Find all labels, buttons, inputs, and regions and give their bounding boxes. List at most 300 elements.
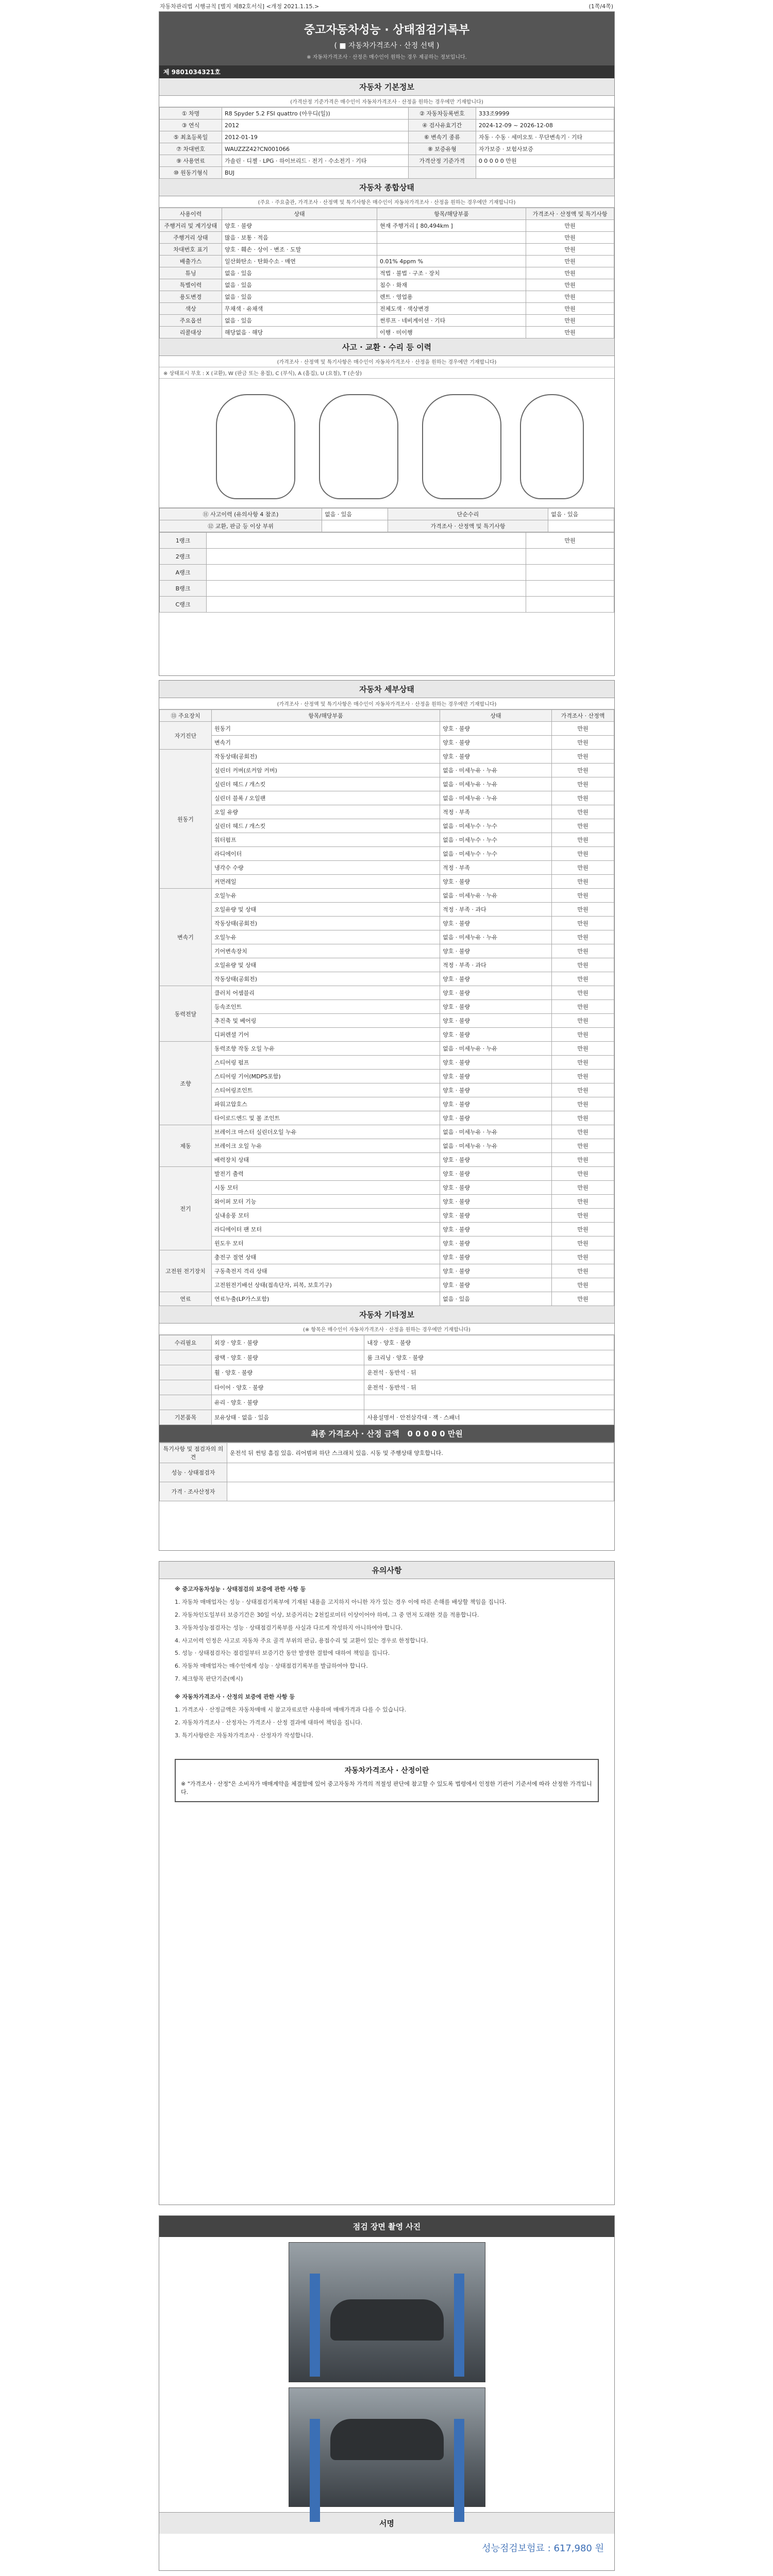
overall-row	[160, 256, 614, 267]
overall-note: 만원	[526, 244, 614, 256]
detail-part: 브레이크 오일 누유	[212, 1139, 440, 1153]
overall-row	[160, 279, 614, 291]
detail-state: 적정 · 부족 · 과다	[440, 958, 552, 972]
detail-amount: 만원	[552, 1153, 614, 1167]
detail-part: 오일 유량	[212, 805, 440, 819]
detail-state: 양호 · 불량	[440, 750, 552, 764]
detail-state: 양호 · 불량	[440, 1083, 552, 1097]
detail-amount: 만원	[552, 1056, 614, 1070]
overall-note: 만원	[526, 220, 614, 232]
rank-label: 1랭크	[160, 533, 207, 549]
accident-value	[548, 520, 614, 532]
detail-part: 윈도우 모터	[212, 1236, 440, 1250]
detail-part: 기어변속장치	[212, 944, 440, 958]
overall-item: 차대번호 표기	[160, 244, 222, 256]
detail-row	[160, 1014, 614, 1028]
overall-detail	[377, 244, 526, 256]
basic-key: ② 자동차등록번호	[408, 108, 476, 120]
detail-part: 구동축전지 격리 상태	[212, 1264, 440, 1278]
overall-state: 양호 · 불량	[222, 220, 377, 232]
detail-amount: 만원	[552, 1181, 614, 1195]
detail-amount: 만원	[552, 722, 614, 736]
detail-state: 양호 · 불량	[440, 986, 552, 1000]
detail-row	[160, 889, 614, 903]
other-row	[160, 1395, 614, 1410]
final-price-title	[159, 1425, 614, 1443]
overall-item: 특별이력	[160, 279, 222, 291]
notice-sub2: ※ 자동차가격조사 · 산정의 보증에 관한 사항 등	[175, 1693, 295, 1701]
detail-part: 오일누유	[212, 889, 440, 903]
detail-state: 없음 · 미세누유 · 누유	[440, 1139, 552, 1153]
detail-col-header: 항목/해당부품	[212, 710, 440, 722]
detail-row	[160, 1223, 614, 1236]
detail-state: 양호 · 불량	[440, 1181, 552, 1195]
rank-amount	[526, 581, 614, 597]
detail-amount: 만원	[552, 1223, 614, 1236]
rank-row	[160, 533, 614, 549]
signature-label: 서명	[159, 2512, 614, 2534]
overall-state: 일산화탄소 · 탄화수소 · 매연	[222, 256, 377, 267]
basic-key: ⑤ 최초등록일	[160, 131, 222, 143]
notice-body	[159, 1579, 614, 1749]
detail-amount: 만원	[552, 986, 614, 1000]
detail-amount: 만원	[552, 1278, 614, 1292]
detail-amount: 만원	[552, 1000, 614, 1014]
accident-row	[160, 509, 614, 520]
price-definition-box	[175, 1759, 599, 1802]
detail-row	[160, 1292, 614, 1306]
other-b: 룸 크리닝 · 양호 · 불량	[364, 1350, 614, 1365]
detail-part: 오일누유	[212, 930, 440, 944]
detail-part: 파워고압호스	[212, 1097, 440, 1111]
accident-table	[159, 508, 614, 532]
detail-row	[160, 1264, 614, 1278]
detail-part: 시동 모터	[212, 1181, 440, 1195]
detail-row	[160, 819, 614, 833]
price-checker-value	[227, 1482, 614, 1501]
detail-amount: 만원	[552, 1209, 614, 1223]
detail-state: 없음 · 있음	[440, 1292, 552, 1306]
detail-group: 동력전달	[160, 986, 212, 1042]
detail-amount: 만원	[552, 1083, 614, 1097]
basic-value: 가솔린 · 디젤 · LPG · 하이브리드 · 전기 · 수소전기 · 기타	[222, 155, 409, 167]
page-2	[159, 680, 615, 1551]
basic-value: R8 Spyder 5.2 FSI quattro (아우디(일))	[222, 108, 409, 120]
detail-amount: 만원	[552, 917, 614, 930]
detail-state: 양호 · 불량	[440, 1000, 552, 1014]
rank-label: A랭크	[160, 565, 207, 581]
detail-row	[160, 1111, 614, 1125]
final-price-amount: 0 0 0 0 0 만원	[407, 1429, 463, 1438]
overall-state: 많음 · 보통 · 적음	[222, 232, 377, 244]
overall-detail: 0.01% 4ppm %	[377, 256, 526, 267]
detail-amount: 만원	[552, 1070, 614, 1083]
price-definition-text: ※ "가격조사 · 산정"은 소비자가 매매계약을 체결함에 있어 중고자동차 가격의 적절성 판단에 참고할 수 있도록 법령에서 인정한 기관이 기준서에 따라 산정한 가격입니다.	[181, 1780, 592, 1795]
detail-part: 배력장치 상태	[212, 1153, 440, 1167]
detail-row	[160, 861, 614, 875]
detail-group: 자기진단	[160, 722, 212, 750]
rank-amount	[526, 597, 614, 613]
notice-title: 유의사항	[159, 1562, 614, 1579]
detail-row	[160, 903, 614, 917]
car-on-lift	[330, 2299, 444, 2341]
detail-row	[160, 847, 614, 861]
detail-row	[160, 1181, 614, 1195]
report-subtitle: ( ■ 자동차가격조사 · 산정 선택 )	[334, 42, 440, 50]
detail-col-header: 가격조사 · 산정액	[552, 710, 614, 722]
notice-item: 4. 사고이력 인정은 사고로 자동차 주요 골격 부위의 판금, 용접수리 및 교환이 있는 경우로 한정합니다.	[175, 1637, 428, 1644]
basic-value: 2012-01-19	[222, 131, 409, 143]
detail-group: 원동기	[160, 750, 212, 889]
accident-row	[160, 520, 614, 532]
rank-row	[160, 597, 614, 613]
overall-note: 만원	[526, 256, 614, 267]
overall-row	[160, 267, 614, 279]
page-3	[159, 1561, 615, 2205]
overall-note: 만원	[526, 315, 614, 327]
rank-amount	[526, 565, 614, 581]
notice-item: 7. 체크항목 판단기준(예시)	[175, 1675, 243, 1683]
overall-state: 없음 · 있음	[222, 315, 377, 327]
overall-item: 색상	[160, 303, 222, 315]
detail-state: 양호 · 불량	[440, 1278, 552, 1292]
detail-state: 없음 · 미세누유 · 누유	[440, 791, 552, 805]
rank-amount: 만원	[526, 533, 614, 549]
basic-info-sub: (가격산정 기준가격은 매수인이 자동차가격조사 · 산정을 원하는 경우에만 기재합니다)	[159, 96, 614, 107]
detail-part: 연료누출(LP가스포함)	[212, 1292, 440, 1306]
other-row	[160, 1365, 614, 1380]
detail-state: 없음 · 미세누유 · 누유	[440, 1125, 552, 1139]
accident-value: 없음 · 있음	[322, 509, 388, 520]
detail-part: 실린더 블록 / 오일팬	[212, 791, 440, 805]
other-a: 휠 · 양호 · 불량	[212, 1365, 364, 1380]
overall-state: 없음 · 있음	[222, 279, 377, 291]
detail-part: 브레이크 마스터 실린더오일 누유	[212, 1125, 440, 1139]
rank-parts	[207, 533, 526, 549]
basic-key: ⑦ 차대번호	[160, 143, 222, 155]
other-key	[160, 1395, 212, 1410]
detail-amount: 만원	[552, 1139, 614, 1153]
overall-item: 용도변경	[160, 291, 222, 303]
basic-value: 333조9999	[476, 108, 614, 120]
detail-row	[160, 1042, 614, 1056]
detail-state: 양호 · 불량	[440, 1028, 552, 1042]
detail-part: 작동상태(공회전)	[212, 917, 440, 930]
basic-value: WAUZZZ42?CN001066	[222, 143, 409, 155]
detail-part: 와이퍼 모터 기능	[212, 1195, 440, 1209]
detail-row	[160, 1083, 614, 1097]
detail-part: 클러치 어셈블리	[212, 986, 440, 1000]
detail-part: 디퍼렌셜 기어	[212, 1028, 440, 1042]
overall-row	[160, 327, 614, 338]
overall-col-header: 항목/해당부품	[377, 208, 526, 220]
detail-amount: 만원	[552, 1195, 614, 1209]
overall-row	[160, 220, 614, 232]
other-b: 사용설명서 · 안전삼각대 · 잭 · 스패너	[364, 1410, 614, 1425]
accident-value	[322, 520, 388, 532]
detail-row	[160, 750, 614, 764]
checker-label: 성능 · 상태점검자	[160, 1463, 227, 1482]
detail-row	[160, 1167, 614, 1181]
accident-key: ⑫ 교환, 판금 등 이상 부위	[160, 520, 322, 532]
detail-state: 양호 · 불량	[440, 1223, 552, 1236]
basic-value: 0 0 0 0 0 만원	[476, 155, 614, 167]
lift-post-left-2	[310, 2419, 320, 2522]
overall-row	[160, 315, 614, 327]
checker-value	[227, 1463, 614, 1482]
overall-item: 주행거리 및 계기상태	[160, 220, 222, 232]
accident-history-title: 사고 · 교환 · 수리 등 이력	[159, 338, 614, 356]
rank-parts	[207, 565, 526, 581]
detail-state: 없음 · 미세누유 · 누유	[440, 764, 552, 777]
rank-parts	[207, 549, 526, 565]
overall-note: 만원	[526, 267, 614, 279]
overall-status-table	[159, 208, 614, 338]
rank-label: 2랭크	[160, 549, 207, 565]
detail-row	[160, 917, 614, 930]
notice-sub1: ※ 중고자동차성능 · 상태점검의 보증에 관한 사항 등	[175, 1586, 306, 1592]
basic-key: ⑩ 원동기형식	[160, 167, 222, 179]
basic-info-title: 자동차 기본정보	[159, 78, 614, 96]
car-top-shape	[319, 394, 398, 499]
detail-amount: 만원	[552, 861, 614, 875]
notice-item: 2. 자동차가격조사 · 산정자는 가격조사 · 산정 결과에 대하여 책임을 집니다.	[175, 1719, 363, 1726]
detail-row	[160, 986, 614, 1000]
other-info-sub: (※ 항목은 매수인이 자동차가격조사 · 산정을 원하는 경우에만 기재합니다)	[159, 1324, 614, 1335]
detail-status-title: 자동차 세부상태	[159, 681, 614, 698]
detail-state: 적정 · 부족	[440, 805, 552, 819]
vehicle-diagram	[159, 379, 614, 508]
basic-key	[408, 167, 476, 179]
detail-part: 실린더 헤드 / 개스킷	[212, 777, 440, 791]
accident-key: 가격조사 · 산정액 및 특기사항	[388, 520, 548, 532]
accident-key: 단순수리	[388, 509, 548, 520]
detail-col-header: 상태	[440, 710, 552, 722]
car-side-left-shape	[216, 394, 295, 499]
rank-label: C랭크	[160, 597, 207, 613]
detail-amount: 만원	[552, 791, 614, 805]
overall-note: 만원	[526, 279, 614, 291]
overall-item: 주행거리 상태	[160, 232, 222, 244]
basic-key: 가격산정 기준가격	[408, 155, 476, 167]
detail-amount: 만원	[552, 805, 614, 819]
other-key	[160, 1365, 212, 1380]
detail-row	[160, 1056, 614, 1070]
detail-state: 양호 · 불량	[440, 972, 552, 986]
notice-item: 1. 자동차 매매업자는 성능 · 상태점검기록부에 기재된 내용을 고지하지 아니한 자가 있는 경우 이에 따른 손해를 배상할 책임을 집니다.	[175, 1598, 507, 1605]
overall-item: 튜닝	[160, 267, 222, 279]
price-checker-label: 가격 · 조사산정자	[160, 1482, 227, 1501]
other-b: 운전석 · 동반석 · 뒤	[364, 1380, 614, 1395]
detail-amount: 만원	[552, 889, 614, 903]
detail-row	[160, 1153, 614, 1167]
accident-value: 없음 · 있음	[548, 509, 614, 520]
overall-note: 만원	[526, 327, 614, 338]
rank-amount	[526, 549, 614, 565]
basic-key: ⑥ 변속기 종류	[408, 131, 476, 143]
other-key: 기본품목	[160, 1410, 212, 1425]
detail-state: 양호 · 불량	[440, 1070, 552, 1083]
form-reference: 자동차관리법 시행규칙 [별지 제82호서식] <개정 2021.1.15.>	[160, 3, 320, 10]
basic-value	[476, 167, 614, 179]
detail-row	[160, 833, 614, 847]
detail-part: 냉각수 수량	[212, 861, 440, 875]
detail-part: 원동기	[212, 722, 440, 736]
other-info-table	[159, 1335, 614, 1425]
detail-part: 실린더 헤드 / 개스킷	[212, 819, 440, 833]
detail-group: 고전원 전기장치	[160, 1250, 212, 1292]
detail-status-sub: (가격조사 · 산정액 및 특기사항은 매수인이 자동차가격조사 · 산정을 원하는 경우에만 기재합니다)	[159, 698, 614, 709]
insurance-fee: 성능점검보험료 : 617,980 원	[482, 2543, 604, 2554]
other-row	[160, 1350, 614, 1365]
detail-row	[160, 958, 614, 972]
detail-state: 양호 · 불량	[440, 917, 552, 930]
car-side-right-shape	[520, 394, 584, 499]
detail-state: 없음 · 미세누수 · 누수	[440, 847, 552, 861]
report-header	[159, 12, 614, 65]
detail-row	[160, 1236, 614, 1250]
detail-amount: 만원	[552, 944, 614, 958]
other-a: 보유상태 · 없음 · 있음	[212, 1410, 364, 1425]
detail-group: 전기	[160, 1167, 212, 1250]
basic-row	[160, 108, 614, 120]
detail-state: 없음 · 미세누수 · 누수	[440, 833, 552, 847]
overall-row	[160, 291, 614, 303]
basic-row	[160, 120, 614, 131]
detail-row	[160, 944, 614, 958]
other-b: 내장 · 양호 · 불량	[364, 1335, 614, 1350]
detail-amount: 만원	[552, 736, 614, 750]
detail-amount: 만원	[552, 1264, 614, 1278]
detail-state: 적정 · 부족	[440, 861, 552, 875]
accident-history-sub: (가격조사 · 산정액 및 특기사항은 매수인이 자동차가격조사 · 산정을 원하는 경우에만 기재합니다)	[159, 356, 614, 367]
other-a: 타이어 · 양호 · 불량	[212, 1380, 364, 1395]
notice-item: 2. 자동차인도일부터 보증기간은 30일 이상, 보증거리는 2천킬로미터 이상이어야 하며, 그 중 먼저 도래한 것을 적용합니다.	[175, 1611, 479, 1618]
detail-state: 양호 · 불량	[440, 1111, 552, 1125]
other-key	[160, 1350, 212, 1365]
detail-amount: 만원	[552, 819, 614, 833]
detail-amount: 만원	[552, 1028, 614, 1042]
rank-parts	[207, 597, 526, 613]
detail-amount: 만원	[552, 930, 614, 944]
detail-state: 없음 · 미세누유 · 누유	[440, 1042, 552, 1056]
detail-amount: 만원	[552, 875, 614, 889]
lift-post-right	[454, 2274, 464, 2377]
opinion-text: 운전석 뒤 썬팅 흠집 있음. 리어범퍼 하단 스크래치 있음. 시동 및 주행상태 양호합니다.	[227, 1443, 614, 1463]
overall-col-header: 가격조사 · 산정액 및 특기사항	[526, 208, 614, 220]
other-row	[160, 1380, 614, 1395]
detail-state: 양호 · 불량	[440, 1056, 552, 1070]
basic-key: ③ 연식	[160, 120, 222, 131]
detail-state: 없음 · 미세누유 · 누유	[440, 930, 552, 944]
detail-part: 실린더 커버(로커암 커버)	[212, 764, 440, 777]
final-table	[159, 1443, 614, 1501]
detail-part: 실내송풍 모터	[212, 1209, 440, 1223]
rank-row	[160, 549, 614, 565]
basic-row	[160, 155, 614, 167]
detail-part: 커먼레일	[212, 875, 440, 889]
detail-row	[160, 1278, 614, 1292]
price-definition-title: 자동차가격조사 · 산정이란	[344, 1766, 429, 1775]
overall-status-title: 자동차 종합상태	[159, 179, 614, 196]
rank-parts	[207, 581, 526, 597]
detail-part: 충전구 절연 상태	[212, 1250, 440, 1264]
report-note: ※ 자동차가격조사 · 산정은 매수인이 원하는 경우 제공하는 정보입니다.	[307, 55, 467, 60]
detail-row	[160, 1125, 614, 1139]
overall-state: 양호 · 훼손 · 상이 · 변조 · 도말	[222, 244, 377, 256]
other-row	[160, 1410, 614, 1425]
detail-row	[160, 1070, 614, 1083]
detail-state: 양호 · 불량	[440, 1264, 552, 1278]
detail-amount: 만원	[552, 833, 614, 847]
basic-value: 2012	[222, 120, 409, 131]
detail-row	[160, 875, 614, 889]
detail-part: 동력조향 작동 오일 누유	[212, 1042, 440, 1056]
overall-state: 없음 · 있음	[222, 291, 377, 303]
overall-item: 주요옵션	[160, 315, 222, 327]
detail-row	[160, 1139, 614, 1153]
detail-state: 양호 · 불량	[440, 1236, 552, 1250]
other-a: 외장 · 양호 · 불량	[212, 1335, 364, 1350]
detail-amount: 만원	[552, 1097, 614, 1111]
overall-row	[160, 303, 614, 315]
other-a: 유리 · 양호 · 불량	[212, 1395, 364, 1410]
rank-label: B랭크	[160, 581, 207, 597]
inspection-photo-1	[289, 2242, 485, 2382]
detail-state: 양호 · 불량	[440, 1195, 552, 1209]
detail-row	[160, 1209, 614, 1223]
overall-note: 만원	[526, 303, 614, 315]
other-a: 광택 · 양호 · 불량	[212, 1350, 364, 1365]
photo-section-title: 점검 장면 촬영 사진	[159, 2216, 614, 2237]
detail-state: 없음 · 미세누유 · 누유	[440, 777, 552, 791]
page-indicator: (1쪽/4쪽)	[589, 3, 613, 10]
basic-row	[160, 131, 614, 143]
notice-item: 6. 자동차 매매업자는 매수인에게 성능 · 상태점검기록부를 발급하여야 합니다.	[175, 1663, 368, 1670]
basic-value: 자동 · 수동 · 세미오토 · 무단변속기 · 기타	[476, 131, 614, 143]
detail-part: 라디에이터	[212, 847, 440, 861]
detail-amount: 만원	[552, 958, 614, 972]
detail-amount: 만원	[552, 1042, 614, 1056]
detail-state: 양호 · 불량	[440, 1097, 552, 1111]
detail-part: 타이로드엔드 및 볼 조인트	[212, 1111, 440, 1125]
basic-row	[160, 143, 614, 155]
basic-value: BUJ	[222, 167, 409, 179]
overall-detail: 썬루프 · 네비게이션 · 기타	[377, 315, 526, 327]
detail-part: 추진축 및 베어링	[212, 1014, 440, 1028]
other-b	[364, 1395, 614, 1410]
top-line	[0, 0, 773, 11]
detail-group: 조향	[160, 1042, 212, 1125]
lift-post-right-2	[454, 2419, 464, 2522]
notice-item: 5. 성능 · 상태점검자는 점검일부터 보증기간 동안 발생한 결함에 대하여 책임을 집니다.	[175, 1650, 390, 1657]
detail-part: 워터펌프	[212, 833, 440, 847]
detail-amount: 만원	[552, 972, 614, 986]
basic-key: ⑧ 보증유형	[408, 143, 476, 155]
detail-state: 적정 · 부족 · 과다	[440, 903, 552, 917]
detail-amount: 만원	[552, 1236, 614, 1250]
detail-amount: 만원	[552, 903, 614, 917]
overall-detail: 렌트 · 영업용	[377, 291, 526, 303]
final-price-label: 최종 가격조사 · 산정 금액	[311, 1429, 399, 1438]
detail-state: 양호 · 불량	[440, 722, 552, 736]
rank-table	[159, 532, 614, 613]
detail-row	[160, 722, 614, 736]
overall-state: 해당없음 · 해당	[222, 327, 377, 338]
detail-row	[160, 1097, 614, 1111]
detail-state: 없음 · 미세누수 · 누수	[440, 819, 552, 833]
detail-row	[160, 791, 614, 805]
